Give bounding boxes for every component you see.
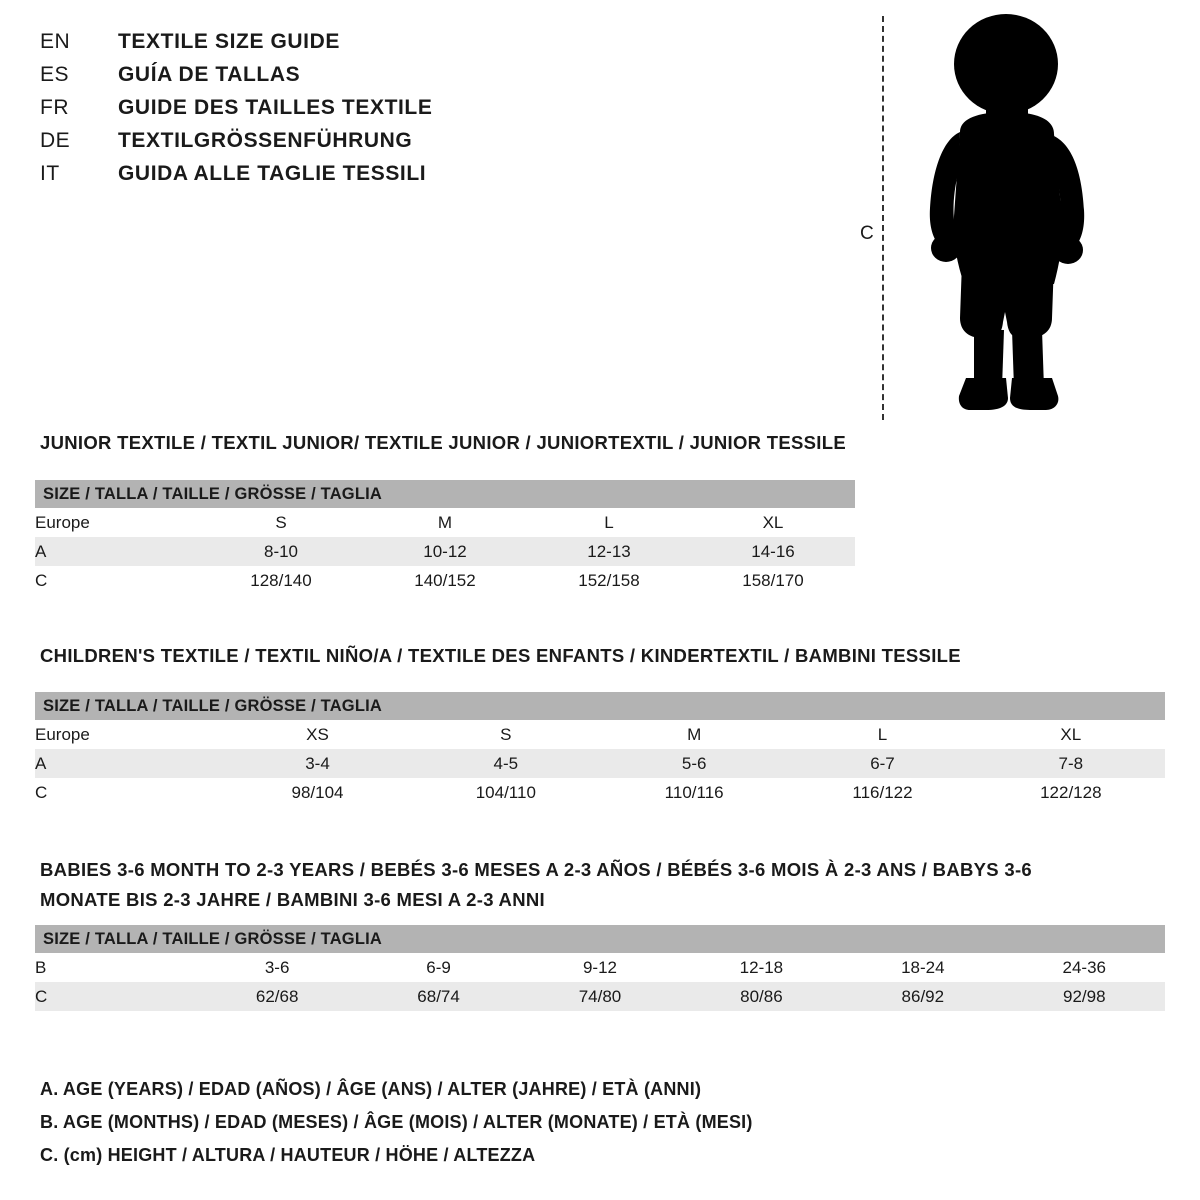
cell-value: 3-6: [196, 953, 357, 982]
cell-value: 98/104: [223, 778, 411, 807]
language-code: FR: [40, 96, 69, 119]
cell-value: 110/116: [600, 778, 788, 807]
cell-value: 5-6: [600, 749, 788, 778]
cell-value: 86/92: [842, 982, 1003, 1011]
language-title: GUIDE DES TAILLES TEXTILE: [118, 96, 433, 119]
cell-value: 104/110: [412, 778, 600, 807]
table-row: [35, 508, 855, 537]
cell-value: S: [412, 720, 600, 749]
language-title-block: [40, 30, 660, 195]
cell-value: 4-5: [412, 749, 600, 778]
cell-value: L: [527, 508, 691, 537]
table-row: [35, 778, 1165, 807]
table-row: [35, 566, 855, 595]
cell-value: M: [600, 720, 788, 749]
language-code: IT: [40, 162, 60, 185]
row-label: Europe: [35, 720, 223, 749]
cell-value: L: [788, 720, 976, 749]
children-size-table: [35, 692, 1165, 807]
row-label: C: [35, 982, 196, 1011]
cell-value: 12-18: [681, 953, 842, 982]
language-title: GUIDA ALLE TAGLIE TESSILI: [118, 162, 427, 185]
cell-value: 74/80: [519, 982, 680, 1011]
row-label: B: [35, 953, 196, 982]
row-label: Europe: [35, 508, 199, 537]
table-row: [35, 537, 855, 566]
table-header-row: [35, 692, 1165, 720]
language-row: [40, 129, 660, 162]
junior-size-table: [35, 480, 855, 595]
cell-value: 6-7: [788, 749, 976, 778]
table-row: [35, 982, 1165, 1011]
cell-value: 140/152: [363, 566, 527, 595]
cell-value: XL: [691, 508, 855, 537]
cell-value: 80/86: [681, 982, 842, 1011]
cell-value: 24-36: [1004, 953, 1165, 982]
table-header-label: SIZE / TALLA / TAILLE / GRÖSSE / TAGLIA: [35, 925, 1165, 953]
cell-value: 8-10: [199, 537, 363, 566]
cell-value: M: [363, 508, 527, 537]
row-label: C: [35, 778, 223, 807]
language-title: TEXTILGRÖSSENFÜHRUNG: [118, 129, 413, 152]
legend-line-a: A. AGE (YEARS) / EDAD (AÑOS) / ÂGE (ANS) / ALTER (JAHRE) / ETÀ (ANNI): [40, 1079, 702, 1099]
table-row: [35, 749, 1165, 778]
cell-value: 10-12: [363, 537, 527, 566]
cell-value: 14-16: [691, 537, 855, 566]
cell-value: S: [199, 508, 363, 537]
language-code: ES: [40, 63, 70, 86]
cell-value: 122/128: [977, 778, 1165, 807]
section-title-junior: JUNIOR TEXTILE / TEXTIL JUNIOR/ TEXTILE JUNIOR / JUNIORTEXTIL / JUNIOR TESSILE: [40, 432, 846, 453]
height-figure: [860, 8, 1160, 428]
language-row: [40, 162, 660, 195]
row-label: A: [35, 749, 223, 778]
table-row: [35, 720, 1165, 749]
cell-value: 12-13: [527, 537, 691, 566]
legend-line-c: C. (cm) HEIGHT / ALTURA / HAUTEUR / HÖHE / ALTEZZA: [40, 1145, 536, 1165]
language-title: TEXTILE SIZE GUIDE: [118, 30, 340, 53]
height-measure-label: C: [860, 223, 874, 244]
cell-value: 92/98: [1004, 982, 1165, 1011]
babies-size-table: [35, 925, 1165, 1011]
cell-value: XS: [223, 720, 411, 749]
cell-value: XL: [977, 720, 1165, 749]
cell-value: 152/158: [527, 566, 691, 595]
cell-value: 3-4: [223, 749, 411, 778]
child-silhouette-icon: [902, 12, 1112, 422]
cell-value: 7-8: [977, 749, 1165, 778]
table-row: [35, 953, 1165, 982]
row-label: A: [35, 537, 199, 566]
cell-value: 62/68: [196, 982, 357, 1011]
row-label: C: [35, 566, 199, 595]
cell-value: 116/122: [788, 778, 976, 807]
language-code: EN: [40, 30, 71, 53]
cell-value: 68/74: [358, 982, 519, 1011]
height-dashed-line: [882, 16, 884, 420]
language-row: [40, 96, 660, 129]
cell-value: 158/170: [691, 566, 855, 595]
legend-line-b: B. AGE (MONTHS) / EDAD (MESES) / ÂGE (MOIS) / ALTER (MONATE) / ETÀ (MESI): [40, 1112, 753, 1132]
language-code: DE: [40, 129, 71, 152]
section-title-babies: BABIES 3-6 MONTH TO 2-3 YEARS / BEBÉS 3-6 MESES A 2-3 AÑOS / BÉBÉS 3-6 MOIS À 2-3 ANS / BABYS 3-6 MONATE BIS 2-3 JAHRE / BAMBINI 3-6 MESI A 2-3 ANNI: [40, 859, 1033, 910]
section-title-children: CHILDREN'S TEXTILE / TEXTIL NIÑO/A / TEXTILE DES ENFANTS / KINDERTEXTIL / BAMBINI TESSILE: [40, 645, 961, 666]
table-header-label: SIZE / TALLA / TAILLE / GRÖSSE / TAGLIA: [35, 692, 1165, 720]
table-header-label: SIZE / TALLA / TAILLE / GRÖSSE / TAGLIA: [35, 480, 855, 508]
language-title: GUÍA DE TALLAS: [118, 63, 301, 86]
table-header-row: [35, 480, 855, 508]
cell-value: 6-9: [358, 953, 519, 982]
table-header-row: [35, 925, 1165, 953]
legend-block: [40, 1073, 1040, 1172]
language-row: [40, 30, 660, 63]
cell-value: 18-24: [842, 953, 1003, 982]
cell-value: 128/140: [199, 566, 363, 595]
language-row: [40, 63, 660, 96]
cell-value: 9-12: [519, 953, 680, 982]
